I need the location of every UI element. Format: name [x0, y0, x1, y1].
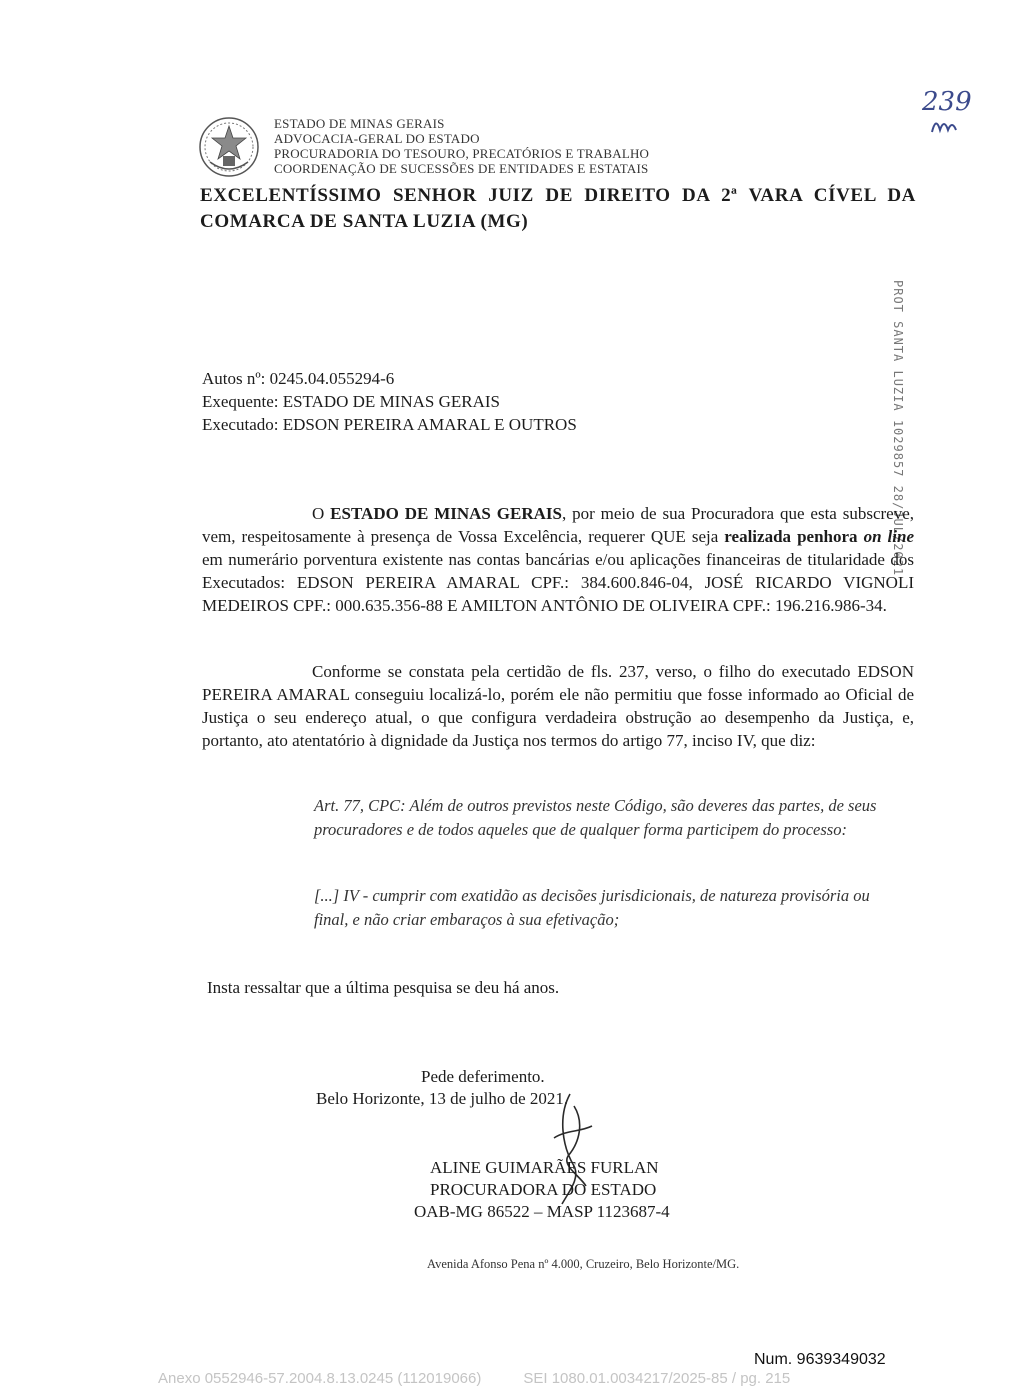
letterhead-line: COORDENAÇÃO DE SUCESSÕES DE ENTIDADES E ESTATAIS: [274, 161, 649, 176]
p1-bold-2: realizada penhora: [724, 527, 864, 546]
p1-text-2: , por meio de sua Procuradora que esta subscreve, vem, respeitosamente à presença de Vossa Excelência, requerer QUE seja: [202, 504, 915, 546]
office-address: Avenida Afonso Pena nº 4.000, Cruzeiro, Belo Horizonte/MG.: [427, 1257, 740, 1271]
footer-right: SEI 1080.01.0034217/2025-85 / pg. 215: [523, 1370, 791, 1387]
paragraph-request: [202, 502, 914, 617]
p1-bold-1: ESTADO DE MINAS GERAIS: [330, 504, 562, 523]
legal-quote-p2: [...] IV - cumprir com exatidão as decisões jurisdicionais, de natureza provisória ou final, e não criar embaraços à sua efetivação;: [314, 886, 870, 929]
case-info: [202, 367, 577, 436]
case-executado: Executado: EDSON PEREIRA AMARAL E OUTROS: [202, 415, 577, 434]
footer-left: Anexo 0552946-57.2004.8.13.0245 (112019066): [158, 1370, 482, 1387]
handwritten-page-number: [918, 84, 988, 140]
closing-request: Pede deferimento.: [421, 1067, 545, 1086]
paragraph-justification: [202, 660, 914, 752]
legal-quote: [314, 794, 894, 842]
legal-quote-p1: Art. 77, CPC: Além de outros previstos neste Código, são deveres das partes, de seus procuradores e de todos aqueles que de qualquer forma participem do processo:: [314, 796, 877, 839]
p1-bold-italic: on line: [863, 527, 914, 546]
paragraph-request-text: [202, 502, 914, 617]
letterhead: [274, 116, 649, 176]
remark-text: Insta ressaltar que a última pesquisa se deu há anos.: [207, 978, 560, 997]
paragraph-justification-text: Conforme se constata pela certidão de fls. 237, verso, o filho do executado EDSON PEREIRA AMARAL conseguiu localizá-lo, porém ele não permitiu que fosse informado ao Oficial de Justiça o seu endereço atual, o que configura verdadeira obstrução ao desempenho da Justiça, e, portanto, ato atentatório à dignidade da Justiça nos termos do artigo 77, inciso IV, que diz:: [202, 662, 914, 750]
p1-text-1: O: [312, 504, 331, 523]
case-exequente: Exequente: ESTADO DE MINAS GERAIS: [202, 392, 500, 411]
letterhead-line: ADVOCACIA-GERAL DO ESTADO: [274, 131, 480, 146]
legal-quote-2: [314, 884, 894, 932]
coat-of-arms-icon: [198, 116, 260, 178]
handwritten-page-number-text: 239: [922, 87, 972, 117]
p1-text-3: em numerário porventura existente nas contas bancárias e/ou aplicações financeiras de titularidade dos Executados: EDSON PEREIRA AMARAL CPF.: 384.600.846-04, JOSÉ RICARDO VIGNOLI MEDEIROS CPF.: 000.635.356-88 E AMILTON ANTÔNIO DE OLIVEIRA CPF.: 196.216.986-34.: [202, 550, 914, 615]
letterhead-line: PROCURADORIA DO TESOURO, PRECATÓRIOS E TRABALHO: [274, 146, 650, 161]
signer-role: PROCURADORA DO ESTADO: [430, 1180, 657, 1199]
protocol-stamp: PROT SANTA LUZIA 1029857 28/JUL/2021: [891, 280, 905, 577]
footer-watermark: [158, 1370, 790, 1387]
place-date: Belo Horizonte, 13 de julho de 2021.: [316, 1089, 569, 1108]
document-number: Num. 9639349032: [754, 1351, 886, 1368]
signer-ids: OAB-MG 86522 – MASP 1123687-4: [414, 1202, 670, 1221]
signer-name: ALINE GUIMARÃES FURLAN: [430, 1158, 659, 1177]
addressee-heading: EXCELENTÍSSIMO SENHOR JUIZ DE DIREITO DA 2ª VARA CÍVEL DA COMARCA DE SANTA LUZIA (MG): [200, 185, 916, 232]
letterhead-line: ESTADO DE MINAS GERAIS: [274, 116, 445, 131]
case-number: Autos nº: 0245.04.055294-6: [202, 369, 395, 388]
